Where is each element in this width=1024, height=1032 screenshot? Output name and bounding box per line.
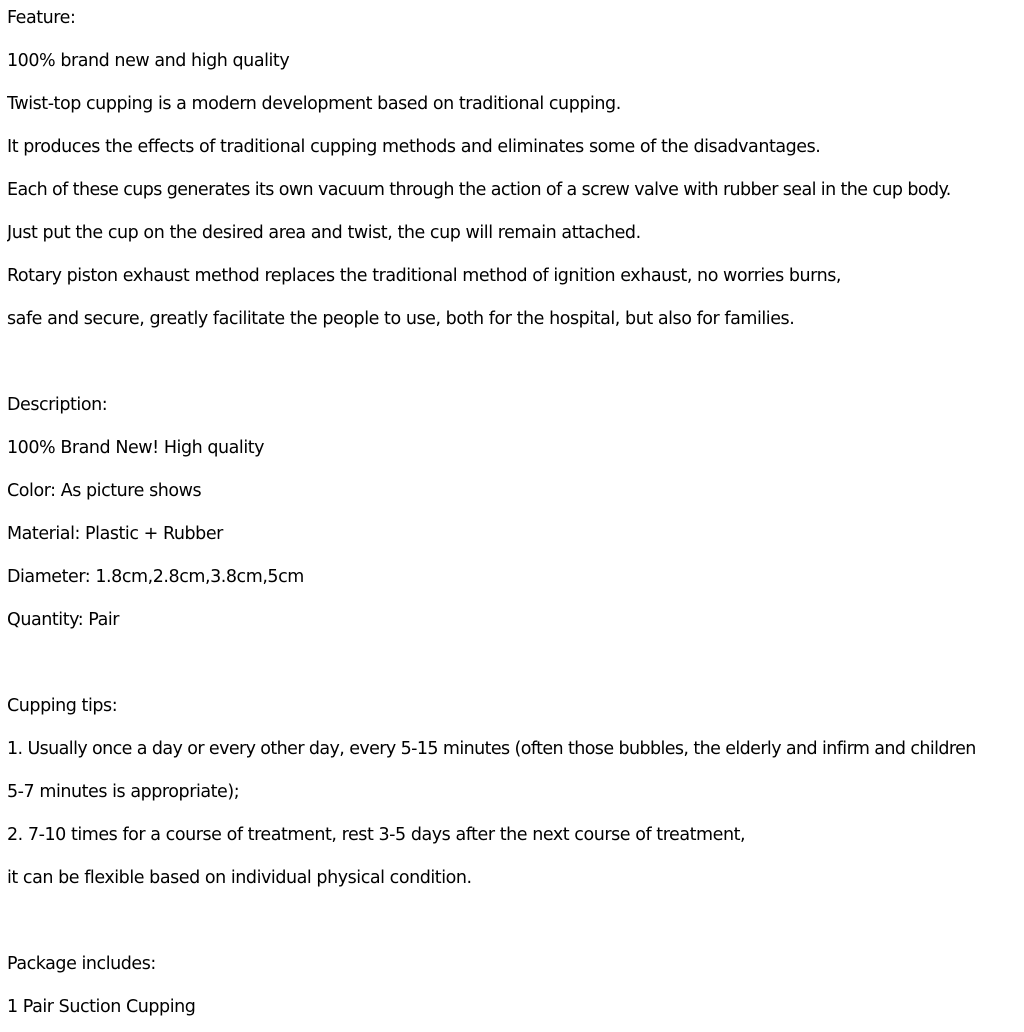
section-spacer bbox=[7, 645, 1021, 688]
feature-section bbox=[7, 0, 1021, 344]
package-heading: Package includes: bbox=[7, 954, 156, 974]
feature-line: Just put the cup on the desired area and twist, the cup will remain attached. bbox=[7, 223, 641, 243]
feature-heading: Feature: bbox=[7, 8, 76, 28]
description-line: 100% Brand New! High quality bbox=[7, 438, 265, 458]
cupping-tips-line: it can be flexible based on individual physical condition. bbox=[7, 868, 472, 888]
feature-line: Twist-top cupping is a modern development based on traditional cupping. bbox=[7, 94, 621, 114]
cupping-tips-heading: Cupping tips: bbox=[7, 696, 118, 716]
package-section bbox=[7, 946, 1021, 1032]
feature-line: It produces the effects of traditional cupping methods and eliminates some of the disadvantages. bbox=[7, 137, 821, 157]
feature-line: Each of these cups generates its own vacuum through the action of a screw valve with rubber seal in the cup body. bbox=[7, 180, 951, 200]
feature-line: 100% brand new and high quality bbox=[7, 51, 290, 71]
description-heading: Description: bbox=[7, 395, 108, 415]
section-spacer bbox=[7, 903, 1021, 946]
description-line: Quantity: Pair bbox=[7, 610, 120, 630]
cupping-tips-line: 2. 7-10 times for a course of treatment, rest 3-5 days after the next course of treatment, bbox=[7, 825, 746, 845]
description-line: Color: As picture shows bbox=[7, 481, 202, 501]
description-section bbox=[7, 387, 1021, 645]
description-line: Diameter: 1.8cm,2.8cm,3.8cm,5cm bbox=[7, 567, 304, 587]
description-line: Material: Plastic + Rubber bbox=[7, 524, 223, 544]
feature-line: Rotary piston exhaust method replaces the traditional method of ignition exhaust, no worries burns, bbox=[7, 266, 842, 286]
product-description-document bbox=[7, 0, 1021, 1032]
package-line: 1 Pair Suction Cupping bbox=[7, 997, 196, 1017]
cupping-tips-line: 1. Usually once a day or every other day, every 5-15 minutes (often those bubbles, the elderly and infirm and children bbox=[7, 739, 976, 759]
section-spacer bbox=[7, 344, 1021, 387]
cupping-tips-line: 5-7 minutes is appropriate); bbox=[7, 782, 240, 802]
cupping-tips-section bbox=[7, 688, 1021, 903]
feature-line: safe and secure, greatly facilitate the people to use, both for the hospital, but also for families. bbox=[7, 309, 795, 329]
